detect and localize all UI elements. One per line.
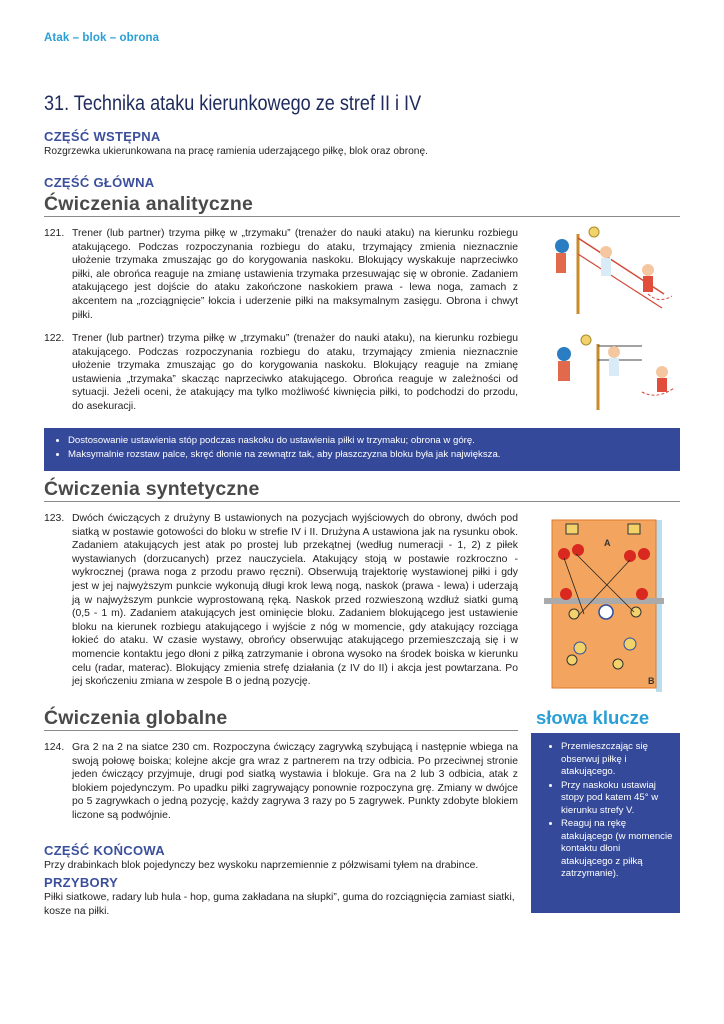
- exercise-124: [44, 741, 518, 823]
- exercise-text: Trener (lub partner) trzyma piłkę w „trzymaku” (trenażer do nauki ataku) na kierunku rozbiegu atakującego. Podczas rozpoczynania rozbiegu do ataku, trzymający zmienia nieznacznie ułożenie trzymaka zmuszając go do korygowania naskoku. Blokujący wyskakuje naprzeciwko piłki, ale obrońca reaguje na zmianę ustawienia trzymaka przesuwając się w obronie. Zadaniem atakującego jest dojście do ataku zakończone naskokiem prawa - lewa noga, zamach z akcentem na „rozciągnięcie” łokcia i uderzenie piłki na maksymalnym zasięgu. Obrona i chwyt piłki.: [72, 228, 518, 321]
- exercise-number: 122.: [44, 333, 65, 344]
- keyword-item: • Reaguj na rękę atakującego (w momencie kontaktu dłoni atakującego z piłką zatrzymanie).: [561, 818, 674, 881]
- global-heading: Ćwiczenia globalne: [44, 707, 228, 729]
- intro-heading: CZĘŚĆ WSTĘPNA: [44, 129, 161, 144]
- exercise-122-illustration: [542, 330, 680, 412]
- section-divider: [44, 501, 680, 502]
- keywords-title: słowa klucze: [536, 707, 650, 728]
- exercise-121-illustration: [544, 224, 680, 316]
- exercise-122: [44, 332, 518, 414]
- net: [544, 598, 664, 604]
- running-header: Atak – blok – obrona: [44, 32, 160, 44]
- intro-text: Rozgrzewka ukierunkowana na pracę ramienia uderzającego piłkę, blok oraz obronę.: [44, 146, 428, 157]
- tips-box: [44, 428, 680, 471]
- keyword-item: • Przy naskoku ustawiaj stopy pod katem 45° w kierunku strefy V.: [561, 780, 674, 818]
- tip-item: • Maksymalnie rozstaw palce, skręć dłonie na zewnątrz tak, aby płaszczyzna bloku była jak największa.: [68, 448, 680, 462]
- page-title: 31. Technika ataku kierunkowego ze stref II i IV: [44, 92, 422, 115]
- ball-icon: [589, 227, 599, 237]
- exercise-text: Gra 2 na 2 na siatce 230 cm. Rozpoczyna ćwiczący zagrywką szybującą i następnie wbiega na swoją połowę boiska; kolejne akcje gra wraz z partnerem na trzy odbicia. Po przeciwnej stronie jeden ćwiczący przyjmuje, drugi pod siatką wystawia i blokuje. Gra na 2 lub 3 odbicia, atak z blokiem pojedynczym. Po upadku piłki zagrywający ponownie rozpoczyna grę. Zmiany w dwójce po 5 zagrywkach o jedną pozycję, każdy zagrywa 3 razy po 5 zagrywek. Punkty zdobyte blokiem liczone są podwójnie.: [72, 742, 518, 821]
- court-diagram: [544, 514, 664, 692]
- equipment-text: Piłki siatkowe, radary lub hula - hop, guma zakładana na słupki”, guma do rozciągnięcia zamiast siatki, kosze na piłki.: [44, 892, 515, 917]
- basket-icon: [566, 524, 578, 534]
- basket-icon: [628, 524, 640, 534]
- team-a-label: A: [604, 538, 611, 548]
- final-text: Przy drabinkach blok pojedynczy bez wyskoku naprzemiennie z półzwisami tyłem na drabince.: [44, 860, 479, 871]
- exercise-number: 121.: [44, 228, 65, 239]
- exercise-text: Trener (lub partner) trzyma piłkę w „trzymaku” (trenażer do nauki ataku), na kierunku rozbiegu atakującego. Podczas rozpoczynania rozbiegu do ataku, trzymający zmienia nieznacznie ułożenie trzymaka zmuszając go do korygowania naskoku. Blokujący reaguje na zmianę ustawienia „trzymaka” skacząc naprzeciwko atakującego. Obrońca reaguje w zależności od sytuacji. Jeżeli oceni, że atakujący ma tylko możliwość kiwnięcia piłki, to podchodzi do przodu, do asekuracji.: [72, 333, 518, 412]
- team-b-label: B: [648, 676, 655, 686]
- exercise-text: Dwóch ćwiczących z drużyny B ustawionych na pozycjach wyjściowych do obrony, dwóch pod siatką w postawie gotowości do bloku w strefie IV i II. Drużyna A ustawiona jak na rysunku obok. Zadaniem atakujących jest atak po prostej lub przekątnej (według numeracji - 1, 2) z piłek wystawianych (dorzucanych) przez nauczyciela. Atakujący stoją w postawie rozkroczno - wykrocznej (prawa noga z przodu prawo ręczni). Obserwują trajektorię wystawionej piłki i gdy jest w jej najwyższym punkcie wykonują długi krok lewą nogą, naskok (prawa - lewa) i uderzają ją w najwyższym punkcie wyprostowaną ręką. Naskok przed rozwieszoną wzdłuż siatki gumą (0,5 - 1 m). Zadaniem atakujących jest ominięcie bloku. Zadaniem blokującego jest ustawienie bloku na kierunek rozbiegu atakującego i wyjście z nóg w momencie, gdy atakujący rozciąga łokieć do ataku. W czasie wystawy, obrońcy obserwując atakującego przemieszczają się i w momencie kontaktu jego dłoni z piłką zatrzymanie i obrona wysoko na środek boiska w kierunku celu (radar, materac). Blokujący zmienia strefę działania (z IV do II) i akcja jest powtarzana. Po jej skończeniu zmiana w zespole B o jedną pozycję.: [72, 513, 518, 688]
- final-heading: CZĘŚĆ KOŃCOWA: [44, 843, 165, 858]
- keyword-item: • Przemieszczając się obserwuj piłkę i atakującego.: [561, 741, 674, 779]
- analytic-heading: Ćwiczenia analityczne: [44, 193, 254, 215]
- main-heading: CZĘŚĆ GŁÓWNA: [44, 175, 155, 190]
- section-divider: [44, 730, 518, 731]
- synthetic-heading: Ćwiczenia syntetyczne: [44, 478, 260, 500]
- equipment-heading: PRZYBORY: [44, 875, 119, 890]
- exercise-number: 124.: [44, 742, 65, 753]
- tip-item: • Dostosowanie ustawienia stóp podczas naskoku do ustawienia piłki w trzymaku; obrona w górę.: [68, 434, 680, 448]
- exercise-number: 123.: [44, 513, 65, 524]
- exercise-121: [44, 227, 518, 322]
- player-attacker: [555, 239, 569, 253]
- section-divider: [44, 216, 680, 217]
- keywords-box: [531, 733, 680, 913]
- exercise-123: [44, 512, 518, 689]
